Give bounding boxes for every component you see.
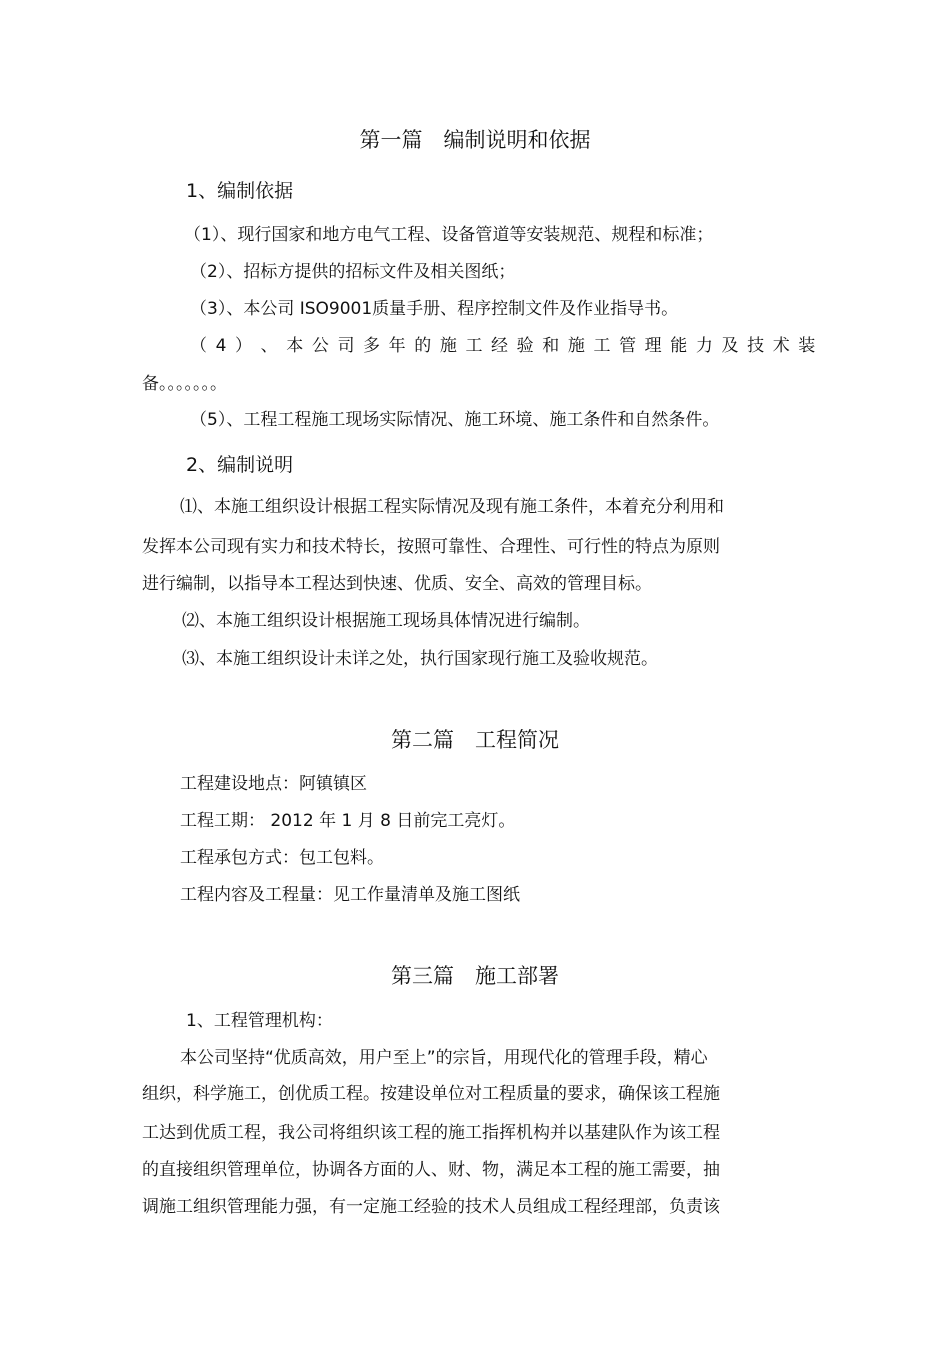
management-line-4: 的直接组织管理单位，协调各方面的人、财、物，满足本工程的施工需要，抽 [142,1160,720,1180]
management-line-2: 组织，科学施工，创优质工程。按建设单位对工程质量的要求，确保该工程施 [142,1084,720,1104]
basis-item-4: （ 4 ） 、 本 公 司 多 年 的 施 工 经 验 和 施 工 管 理 能 力 及 技 术 装 [190,336,817,356]
management-line-3: 工达到优质工程，我公司将组织该工程的施工指挥机构并以基建队作为该工程 [142,1123,720,1143]
management-heading: 1、工程管理机构： [186,1011,333,1031]
basis-item-5: （5）、工程工程施工现场实际情况、施工环境、施工条件和自然条件。 [190,410,720,430]
part3-title: 第三篇 施工部署 [391,964,559,988]
basis-item-4-continued: 备。。。。。。。 [142,374,227,394]
part2-title: 第二篇 工程简况 [391,728,559,752]
explanation-line-4: ⑵、本施工组织设计根据施工现场具体情况进行编制。 [182,611,590,631]
basis-item-1: （1）、现行国家和地方电气工程、设备管道等安装规范、规程和标准； [184,225,714,245]
explanation-line-3: 进行编制，以指导本工程达到快速、优质、安全、高效的管理目标。 [142,574,652,594]
project-duration: 工程工期： 2012 年 1 月 8 日前完工亮灯。 [180,811,516,831]
part1-title: 第一篇 编制说明和依据 [359,128,591,152]
basis-item-3: （3）、本公司 ISO9001质量手册、程序控制文件及作业指导书。 [190,299,679,319]
project-location: 工程建设地点：阿镇镇区 [180,774,367,794]
explanation-line-1: ⑴、本施工组织设计根据工程实际情况及现有施工条件，本着充分利用和 [180,497,724,517]
section2-heading: 2、编制说明 [186,454,294,476]
explanation-line-5: ⑶、本施工组织设计未详之处，执行国家现行施工及验收规范。 [182,649,658,669]
project-scope: 工程内容及工程量：见工作量清单及施工图纸 [180,885,520,905]
management-line-1: 本公司坚持“优质高效，用户至上”的宗旨，用现代化的管理手段，精心 [180,1048,708,1068]
contract-method: 工程承包方式：包工包料。 [180,848,384,868]
basis-item-2: （2）、招标方提供的招标文件及相关图纸； [190,262,516,282]
management-line-5: 调施工组织管理能力强，有一定施工经验的技术人员组成工程经理部，负责该 [142,1197,720,1217]
explanation-line-2: 发挥本公司现有实力和技术特长，按照可靠性、合理性、可行性的特点为原则 [142,537,720,557]
section1-heading: 1、编制依据 [186,180,294,202]
